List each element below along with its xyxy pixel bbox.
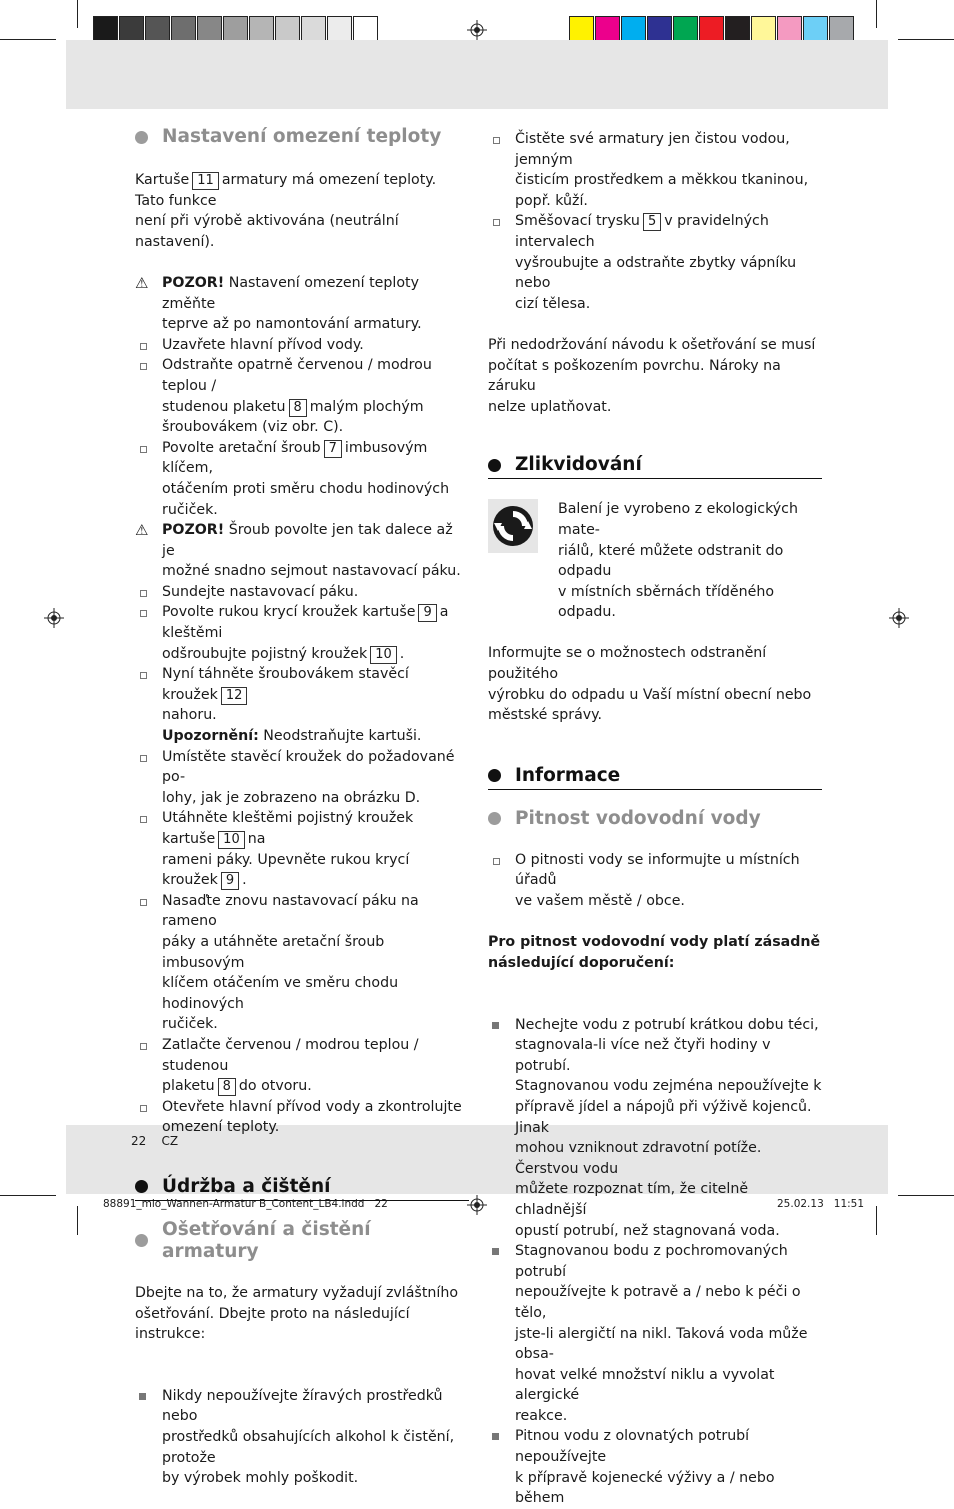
crop-mark <box>77 1206 78 1235</box>
checkbox-bullet-icon <box>488 211 515 314</box>
checkbox-bullet-icon <box>135 582 162 603</box>
checkbox-bullet-icon <box>135 664 162 746</box>
process-color-bar <box>569 16 855 43</box>
warning-item: ⚠ POZOR! Šroub povolte jen tak dalece až je možné snadno sejmout nastavovací páku. <box>135 520 469 582</box>
bullet-dot-icon <box>488 459 501 472</box>
color-swatch <box>119 16 144 41</box>
ref-number: 7 <box>324 440 342 458</box>
ref-number: 8 <box>289 399 307 417</box>
bullet-dot-icon <box>488 812 501 825</box>
checkbox-bullet-icon <box>488 850 515 912</box>
language-code: CZ <box>161 1134 179 1148</box>
list-item: Zatlačte červenou / modrou teplou / studenou plaketu 8 do otvoru. <box>135 1035 469 1097</box>
crop-mark <box>0 39 56 40</box>
warning-triangle-icon: ⚠ <box>135 521 149 540</box>
square-bullet-icon <box>135 1386 162 1489</box>
bullet-dot-icon <box>135 1180 148 1193</box>
checkbox-bullet-icon <box>135 891 162 1035</box>
chapter-heading: Zlikvidování <box>488 454 822 476</box>
ref-number: 9 <box>221 872 239 890</box>
list-item: Odstraňte opatrně červenou / modrou teplou / studenou plaketu 8 malým plochým šroubovákem (viz obr. C). <box>135 355 469 437</box>
checkbox-bullet-icon <box>488 129 515 211</box>
square-bullet-icon <box>488 1015 515 1242</box>
ref-number: 12 <box>221 687 248 705</box>
list-item: Povolte rukou krycí kroužek kartuše 9 a kleštěmi odšroubujte pojistný kroužek 10 . <box>135 602 469 664</box>
file-slug: 88891_mio_Wannen-Armatur B_Content_LB4.indd 22 <box>103 1198 388 1210</box>
color-swatch <box>249 16 274 41</box>
page-number: 22 CZ <box>131 1134 179 1148</box>
list-item: Uzavřete hlavní přívod vody. <box>135 335 469 356</box>
color-swatch <box>353 16 378 41</box>
paragraph: Informujte se o možnostech odstranění použitého výrobku do odpadu u Vaší místní obecní nebo městské správy. <box>488 645 812 724</box>
ref-number: 9 <box>418 604 436 622</box>
bullet-dot-icon <box>488 769 501 782</box>
crop-mark <box>876 1206 877 1235</box>
checkbox-bullet-icon <box>135 355 162 437</box>
crop-mark <box>0 1195 56 1196</box>
chapter-heading: Údržba a čištění <box>135 1176 469 1198</box>
crop-mark <box>876 0 877 28</box>
section-heading: Pitnost vodovodní vody <box>488 808 822 830</box>
list-item: Směšovací trysku 5 v pravidelných intervalech vyšroubujte a odstraňte zbytky vápníku nebo cizí tělesa. <box>488 211 822 314</box>
right-column <box>488 129 822 1509</box>
registration-mark-icon <box>889 608 909 628</box>
color-swatch <box>223 16 248 41</box>
chapter-heading: Informace <box>488 765 822 787</box>
color-swatch <box>673 16 698 41</box>
checkbox-bullet-icon <box>135 438 162 520</box>
list-item: Povolte aretační šroub 7 imbusovým klíčem, otáčením proti směru chodu hodinových ručiček. <box>135 438 469 520</box>
list-item: Umístěte stavěcí kroužek do požadované po- lohy, jak je zobrazeno na obrázku D. <box>135 747 469 809</box>
paragraph: Balení je vyrobeno z ekologických mate- riálů, které můžete odstranit do odpadu v místních sběrnách tříděného odpadu. <box>558 501 798 621</box>
bullet-dot-icon <box>135 1234 148 1247</box>
header-band <box>66 40 888 109</box>
registration-mark-icon <box>467 20 487 40</box>
ref-number: 11 <box>192 172 219 190</box>
section-heading: Nastavení omezení teploty <box>135 126 469 148</box>
bullet-dot-icon <box>135 131 148 144</box>
bold-paragraph: Pro pitnost vodovodní vody platí zásadně následující doporučení: <box>488 934 821 971</box>
paragraph: Kartuše 11 armatury má omezení teploty. Tato funkce není při výrobě aktivována (neutrální nastavení). <box>135 172 437 250</box>
recycling-block <box>488 499 822 623</box>
registration-mark-icon <box>44 608 64 628</box>
list-item: Čistěte své armatury jen čistou vodou, jemným čisticím prostředkem a měkkou tkaninou, popř. kůží. <box>488 129 822 211</box>
color-swatch <box>725 16 750 41</box>
paragraph: Dbejte na to, že armatury vyžadují zvláštního ošetřování. Dbejte proto na následující instrukce: <box>135 1284 458 1343</box>
color-swatch <box>197 16 222 41</box>
color-swatch <box>569 16 594 41</box>
list-item: Pitnou vodu z olovnatých potrubí nepoužívejte k přípravě kojenecké výživy a / nebo během <box>488 1426 822 1508</box>
color-swatch <box>621 16 646 41</box>
checkbox-bullet-icon <box>135 1035 162 1097</box>
warning-item: ⚠ POZOR! Nastavení omezení teploty změňte teprve až po namontování armatury. <box>135 273 469 335</box>
checkbox-bullet-icon <box>135 808 162 890</box>
list-item: Utáhněte kleštěmi pojistný kroužek kartuše 10 na rameni páky. Upevněte rukou krycí kroužek 9 . <box>135 808 469 890</box>
color-swatch <box>829 16 854 41</box>
color-swatch <box>327 16 352 41</box>
list-item: Nasaďte znovu nastavovací páku na rameno páky a utáhněte aretační šroub imbusovým klíčem otáčením ve směru chodu hodinových ručiček. <box>135 891 469 1035</box>
color-swatch <box>93 16 118 41</box>
color-swatch <box>803 16 828 41</box>
color-swatch <box>647 16 672 41</box>
ref-number: 8 <box>218 1078 236 1096</box>
list-item: Nyní táhněte šroubovákem stavěcí kroužek 12 nahoru. Upozornění: Neodstraňujte kartuši. <box>135 664 469 746</box>
ref-number: 10 <box>370 646 397 664</box>
list-item: O pitnosti vody se informujte u místních úřadů ve vašem městě / obce. <box>488 850 822 912</box>
section-heading: Ošetřování a čistění armatury <box>135 1219 469 1263</box>
color-swatch <box>777 16 802 41</box>
list-item: Stagnovanou bodu z pochromovaných potrubí nepoužívejte k potravě a / nebo k péči o tělo, jste-li alergičtí na nikl. Taková voda může obsa- hovat velké množství niklu a vyvolat alergické reakce. <box>488 1241 822 1426</box>
color-swatch <box>699 16 724 41</box>
print-date: 25.02.13 11:51 <box>777 1198 865 1210</box>
list-item: Nikdy nepoužívejte žíravých prostředků nebo prostředků obsahujících alkohol k čistění, protože by výrobek mohly poškodit. <box>135 1386 469 1489</box>
checkbox-bullet-icon <box>135 602 162 664</box>
list-item: Sundejte nastavovací páku. <box>135 582 469 603</box>
checkbox-bullet-icon <box>135 1097 162 1138</box>
gray-color-bar <box>93 16 379 43</box>
warning-triangle-icon: ⚠ <box>135 273 149 292</box>
registration-mark-icon <box>467 1195 487 1215</box>
color-swatch <box>301 16 326 41</box>
color-swatch <box>145 16 170 41</box>
color-swatch <box>595 16 620 41</box>
checkbox-bullet-icon <box>135 747 162 809</box>
color-swatch <box>171 16 196 41</box>
crop-mark <box>898 39 954 40</box>
paragraph: Při nedodržování návodu k ošetřování se musí počítat s poškozením povrchu. Nároky na záruku nelze uplatňovat. <box>488 336 816 415</box>
color-swatch <box>751 16 776 41</box>
list-item: Nechejte vodu z potrubí krátkou dobu téci, stagnovala-li více než čtyři hodiny v potrubí. Stagnovanou vodu zejména nepoužívejte k přípravě jídel a nápojů při výživě kojenců. Jinak mohou vzniknout zdravotní potíže. Čerstvou vodu můžete rozpoznat tím, že citelně chladnější opustí potrubí, než stagnovaná voda. <box>488 1015 822 1242</box>
square-bullet-icon <box>488 1241 515 1426</box>
crop-mark <box>77 0 78 28</box>
green-dot-recycling-icon <box>488 499 538 553</box>
ref-number: 5 <box>643 213 661 231</box>
color-swatch <box>275 16 300 41</box>
square-bullet-icon <box>488 1426 515 1508</box>
crop-mark <box>898 1195 954 1196</box>
ref-number: 10 <box>218 831 245 849</box>
left-column <box>135 126 469 1489</box>
checkbox-bullet-icon <box>135 335 162 356</box>
list-item: Otevřete hlavní přívod vody a zkontrolujte omezení teploty. <box>135 1097 469 1138</box>
